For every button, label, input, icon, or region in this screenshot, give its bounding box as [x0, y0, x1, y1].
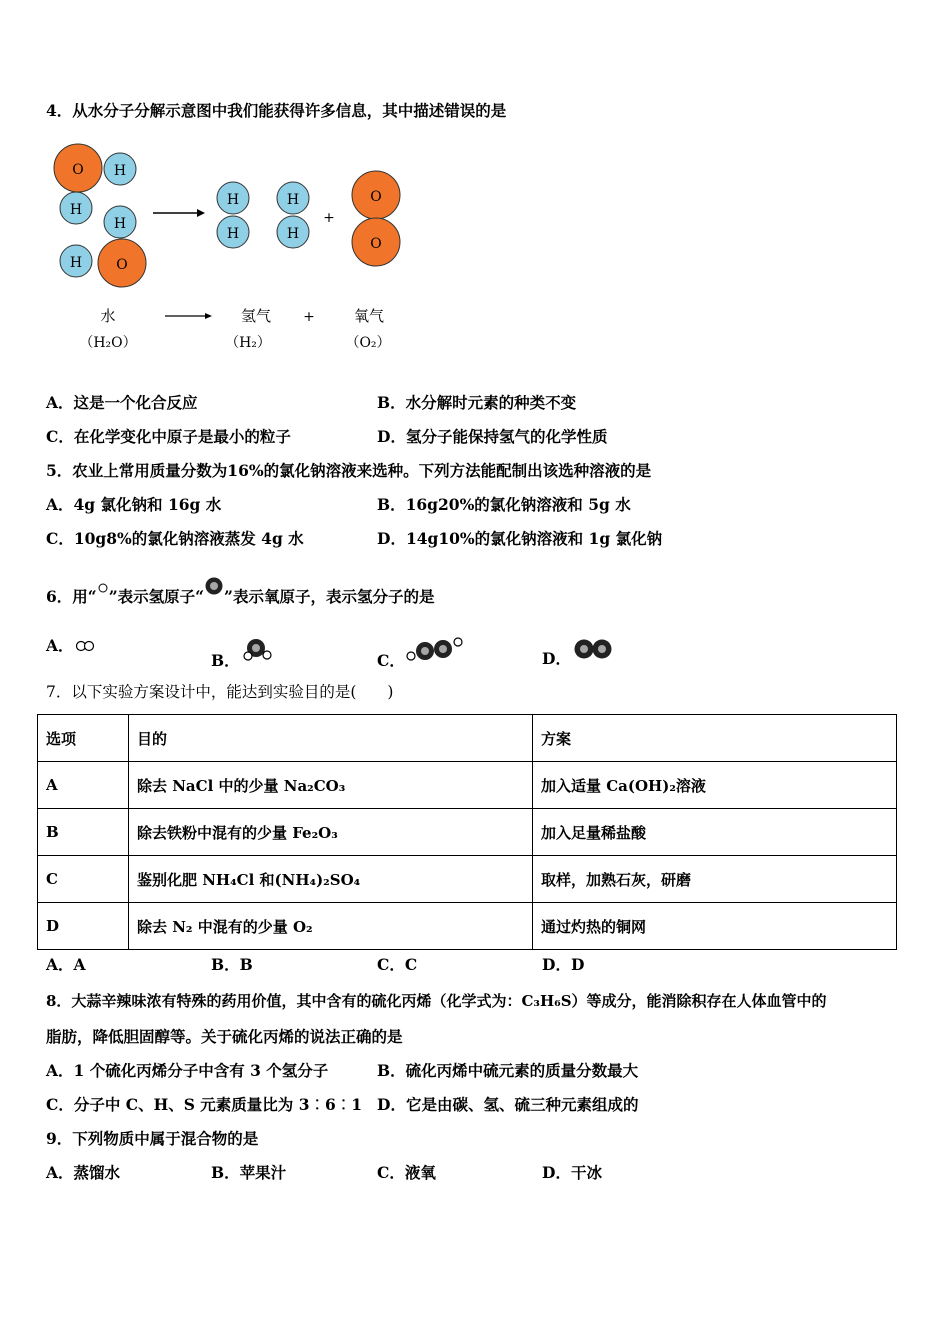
hydrogen-label: 氢气 [240, 307, 272, 325]
q5-stem: 5．农业上常用质量分数为16%的氯化钠溶液来选种。下列方法能配制出该选种溶液的是 [46, 461, 652, 480]
q4-option-c[interactable]: C．在化学变化中原子是最小的粒子 [46, 427, 291, 446]
arrow-icon [197, 209, 205, 217]
plus-sign: + [323, 210, 335, 226]
oxygen-label: 氧气 [353, 307, 385, 325]
table-cell: 除去 N₂ 中混有的少量 O₂ [129, 903, 533, 950]
table-cell: 除去 NaCl 中的少量 Na₂CO₃ [129, 762, 533, 809]
table-cell: 鉴别化肥 NH₄Cl 和(NH₄)₂SO₄ [129, 856, 533, 903]
q6-option-c[interactable]: C． [377, 636, 467, 671]
q4-stem: 4．从水分子分解示意图中我们能获得许多信息，其中描述错误的是 [46, 101, 507, 120]
q6-option-d[interactable]: D． [542, 636, 615, 669]
q7-option-c[interactable]: C．C [377, 955, 418, 974]
q8-option-c[interactable]: C．分子中 C、H、S 元素质量比为 3︰6︰1 [46, 1095, 363, 1114]
table-cell: 加入足量稀盐酸 [533, 809, 897, 856]
svg-text:H: H [113, 216, 127, 232]
q8-option-b[interactable]: B．硫化丙烯中硫元素的质量分数最大 [377, 1061, 639, 1080]
q8-stem-line2: 脂肪，降低胆固醇等。关于硫化丙烯的说法正确的是 [46, 1027, 403, 1046]
svg-text:H: H [226, 192, 240, 208]
q6-option-b[interactable]: B． [211, 636, 280, 671]
oxygen-molecule-icon [571, 636, 615, 662]
table-cell: A [38, 762, 129, 809]
arrow-icon [205, 313, 212, 319]
table-cell: B [38, 809, 129, 856]
svg-text:H: H [69, 202, 83, 218]
q8-option-d[interactable]: D．它是由碳、氢、硫三种元素组成的 [377, 1095, 639, 1114]
oxygen-formula: （O₂） [345, 335, 391, 351]
svg-text:H: H [286, 226, 300, 242]
q4-option-d[interactable]: D．氢分子能保持氢气的化学性质 [377, 427, 608, 446]
hydrogen-atom-icon [97, 582, 109, 594]
table-header-row [38, 715, 897, 762]
svg-text:H: H [69, 255, 83, 271]
table-cell: D [38, 903, 129, 950]
q8-option-a[interactable]: A．1 个硫化丙烯分子中含有 3 个氢分子 [46, 1061, 329, 1080]
water-molecule-icon [240, 636, 280, 664]
table-header: 选项 [38, 715, 129, 762]
svg-text:+: + [303, 309, 315, 325]
svg-text:H: H [286, 192, 300, 208]
q6-option-a[interactable]: A． [46, 636, 98, 656]
experiment-table [37, 714, 897, 950]
q5-option-a[interactable]: A．4g 氯化钠和 16g 水 [46, 495, 222, 514]
q9-option-c[interactable]: C．液氧 [377, 1163, 436, 1182]
hydrogen-formula: （H₂） [225, 335, 271, 351]
table-header: 目的 [129, 715, 533, 762]
oxygen-atom-icon [204, 576, 224, 596]
table-cell: 取样，加熟石灰，研磨 [533, 856, 897, 903]
q9-stem: 9．下列物质中属于混合物的是 [46, 1129, 259, 1148]
q9-option-b[interactable]: B．苹果汁 [211, 1163, 287, 1182]
water-decomposition-diagram [40, 138, 420, 372]
table-row [38, 809, 897, 856]
table-row [38, 903, 897, 950]
hydrogen-peroxide-icon [405, 636, 467, 664]
table-cell: 加入适量 Ca(OH)₂溶液 [533, 762, 897, 809]
q7-option-b[interactable]: B．B [211, 955, 253, 974]
table-cell: 通过灼热的铜网 [533, 903, 897, 950]
q7-option-d[interactable]: D．D [542, 955, 585, 974]
q9-option-a[interactable]: A．蒸馏水 [46, 1163, 121, 1182]
table-row [38, 856, 897, 903]
q7-option-a[interactable]: A．A [46, 955, 86, 974]
q7-stem: 7．以下实验方案设计中，能达到实验目的是( ) [46, 683, 394, 701]
q6-stem: 6．用“ ”表示氢原子“ ”表示氧原子，表示氢分子的是 [46, 576, 434, 607]
q5-option-d[interactable]: D．14g10%的氯化钠溶液和 1g 氯化钠 [377, 529, 663, 548]
water-label: 水 [100, 307, 116, 325]
table-row [38, 762, 897, 809]
svg-text:O: O [116, 257, 128, 273]
hydrogen-molecule-icon [74, 639, 98, 653]
svg-text:H: H [226, 226, 240, 242]
q5-option-c[interactable]: C．10g8%的氯化钠溶液蒸发 4g 水 [46, 529, 304, 548]
q5-option-b[interactable]: B．16g20%的氯化钠溶液和 5g 水 [377, 495, 631, 514]
q4-option-b[interactable]: B．水分解时元素的种类不变 [377, 393, 577, 412]
water-formula: （H₂O） [79, 335, 137, 351]
q4-option-a[interactable]: A．这是一个化合反应 [46, 393, 198, 412]
table-cell: 除去铁粉中混有的少量 Fe₂O₃ [129, 809, 533, 856]
table-header: 方案 [533, 715, 897, 762]
svg-text:O: O [370, 189, 382, 205]
svg-text:O: O [72, 162, 84, 178]
q9-option-d[interactable]: D．干冰 [542, 1163, 602, 1182]
svg-text:H: H [113, 163, 127, 179]
svg-text:O: O [370, 236, 382, 252]
table-cell: C [38, 856, 129, 903]
q8-stem-line1: 8．大蒜辛辣味浓有特殊的药用价值，其中含有的硫化丙烯（化学式为：C₃H₆S）等成分，能消除积存在人体血管中的 [46, 992, 827, 1010]
